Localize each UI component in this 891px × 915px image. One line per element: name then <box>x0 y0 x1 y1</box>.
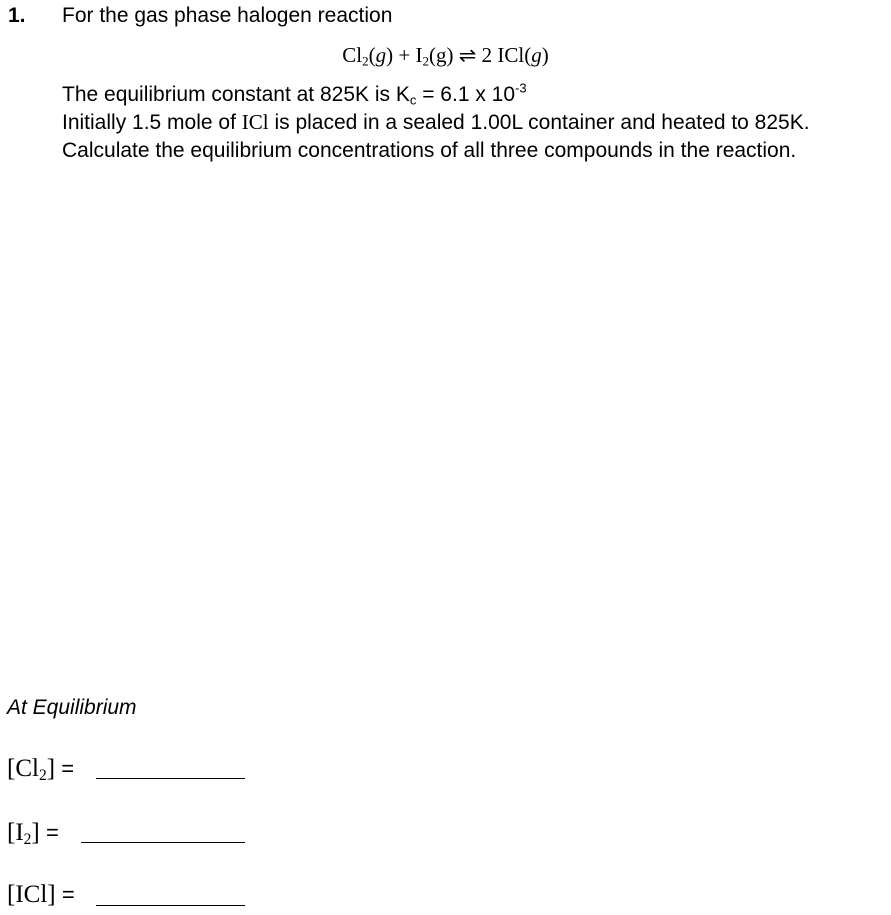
coefficient: 2 <box>481 43 493 67</box>
answer-row-i2: $[I_2]$ = <box>7 819 59 848</box>
state-g: g <box>375 43 387 67</box>
species-cl2: $Cl_2$ <box>342 43 369 69</box>
question-intro: For the gas phase halogen reaction <box>62 4 393 27</box>
initial-line: Initially 1.5 mole of ICl is placed in a sealed 1.00L container and heated to 825K. <box>62 110 810 134</box>
answer-row-icl: [ICl] = <box>7 881 75 908</box>
answer-blank-icl[interactable] <box>96 905 245 906</box>
equilibrium-arrow-icon: ⇌ <box>458 43 477 67</box>
plus-sign: + <box>398 43 411 67</box>
answer-blank-cl2[interactable] <box>96 778 245 779</box>
kc-line: The equilibrium constant at 825K is $K_c = 6.1$ x $10^{-3}$ <box>62 80 527 108</box>
equilibrium-heading: At Equilibrium <box>7 696 137 719</box>
question-number: 1. <box>8 4 26 27</box>
reaction-equation: $Cl_2(g) + I_2(g)$ ⇌ 2 ICl(g) <box>342 43 549 69</box>
compound-icl: ICl <box>241 110 269 134</box>
answer-blank-i2[interactable] <box>81 842 245 843</box>
answer-row-cl2: $[Cl_2]$ = <box>7 755 75 784</box>
species-icl: ICl <box>497 43 525 67</box>
species-i2: $I_2$ <box>415 43 429 69</box>
task-line: Calculate the equilibrium concentrations of all three compounds in the reaction. <box>62 139 797 162</box>
